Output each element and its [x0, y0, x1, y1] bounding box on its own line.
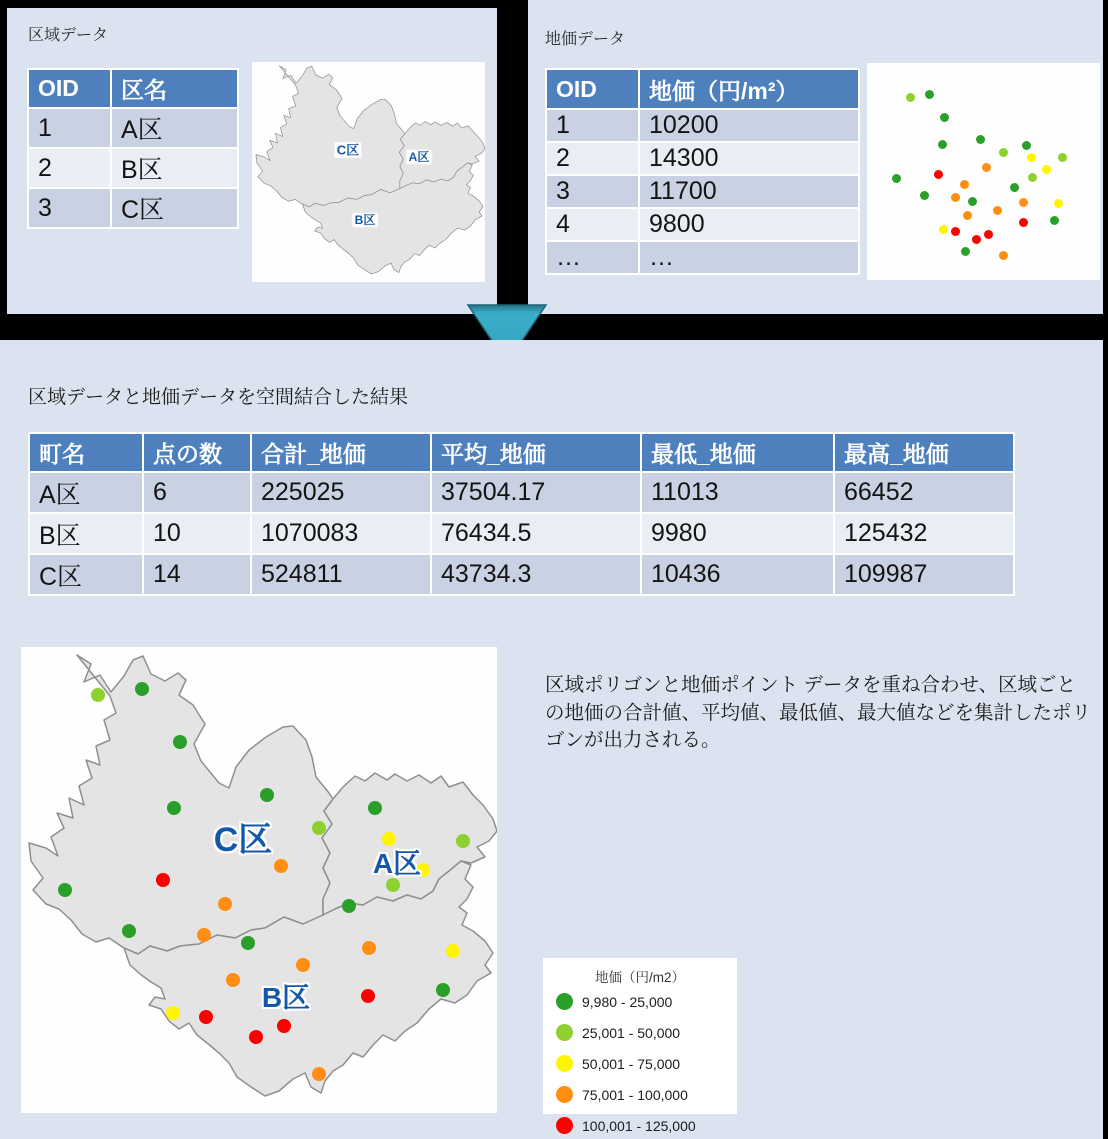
data-point: [960, 180, 969, 189]
table-cell: …: [547, 242, 638, 273]
price-data-section: [528, 0, 1103, 314]
table-cell: 524811: [252, 555, 430, 594]
legend-label: 75,001 - 100,000: [582, 1086, 688, 1103]
column-header: OID: [29, 70, 110, 107]
column-header: 区名: [112, 70, 237, 107]
data-point: [892, 174, 901, 183]
data-point: [984, 230, 993, 239]
price-data-title: 地価データ: [545, 31, 626, 48]
legend-entry: [543, 1079, 737, 1110]
price-table: [545, 68, 860, 275]
table-cell: 125432: [835, 514, 1013, 553]
table-cell: 4: [547, 209, 638, 240]
table-cell: 14: [144, 555, 250, 594]
data-point: [993, 206, 1002, 215]
table-cell: 3: [29, 189, 110, 227]
table-cell: 2: [29, 149, 110, 187]
data-point: [938, 140, 947, 149]
table-header-row: [30, 434, 1013, 471]
legend-entries: [543, 986, 737, 1139]
table-cell: 10436: [642, 555, 833, 594]
data-point: [961, 247, 970, 256]
price-scatter-dots: [867, 63, 1100, 280]
column-header: 最高_地価: [835, 434, 1013, 471]
data-point: [972, 235, 981, 244]
table-cell: C区: [112, 189, 237, 227]
data-point: [925, 90, 934, 99]
table-cell: 3: [547, 176, 638, 207]
data-point: [1019, 198, 1028, 207]
region-label: A区: [408, 150, 430, 164]
mini-map-labels: [252, 62, 485, 282]
result-description: 区域ポリゴンと地価ポイント データを重ね合わせ、区域ごとの地価の合計値、平均値、最低値、最大値などを集計したポリゴンが出力される。: [545, 674, 1092, 752]
data-point: [968, 197, 977, 206]
data-point: [906, 93, 915, 102]
result-table: [28, 432, 1015, 596]
table-cell: A区: [112, 109, 237, 147]
data-point: [939, 225, 948, 234]
area-data-section: [7, 8, 497, 314]
table-cell: …: [640, 242, 858, 273]
data-point: [934, 170, 943, 179]
legend-entry: [543, 1017, 737, 1048]
legend-color-dot: [556, 1055, 573, 1072]
data-point: [940, 113, 949, 122]
table-row: [547, 110, 858, 141]
table-cell: 2: [547, 143, 638, 174]
legend-color-dot: [556, 1024, 573, 1041]
table-cell: 11700: [640, 176, 858, 207]
data-point: [951, 227, 960, 236]
result-map-labels: [21, 647, 497, 1113]
table-row: [30, 473, 1013, 512]
table-row: [30, 555, 1013, 594]
table-cell: 66452: [835, 473, 1013, 512]
area-mini-map: [252, 62, 485, 282]
result-title: 区域データと地価データを空間結合した結果: [28, 387, 409, 408]
table-cell: 43734.3: [432, 555, 640, 594]
data-point: [1019, 218, 1028, 227]
result-map: [21, 647, 497, 1113]
data-point: [1010, 183, 1019, 192]
column-header: OID: [547, 70, 638, 108]
table-cell: B区: [30, 514, 142, 553]
region-label: B区: [261, 982, 311, 1013]
table-cell: 1: [29, 109, 110, 147]
table-cell: B区: [112, 149, 237, 187]
legend-color-dot: [556, 993, 573, 1010]
legend-label: 100,001 - 125,000: [582, 1117, 696, 1134]
column-header: 合計_地価: [252, 434, 430, 471]
column-header: 平均_地価: [432, 434, 640, 471]
legend-color-dot: [556, 1086, 573, 1103]
column-header: 地価（円/m²）: [640, 70, 858, 108]
table-row: [29, 189, 237, 227]
join-result-section: [0, 340, 1103, 1139]
data-point: [1028, 173, 1037, 182]
region-label: A区: [372, 848, 422, 879]
table-header-row: [547, 70, 858, 108]
table-cell: 1070083: [252, 514, 430, 553]
data-point: [963, 211, 972, 220]
legend-entry: [543, 1048, 737, 1079]
legend-label: 25,001 - 50,000: [582, 1024, 681, 1041]
region-label: C区: [336, 142, 360, 158]
legend-entry: [543, 986, 737, 1017]
column-header: 町名: [30, 434, 142, 471]
price-points-panel: [867, 63, 1100, 280]
column-header: 点の数: [144, 434, 250, 471]
data-point: [1058, 153, 1067, 162]
data-point: [1042, 165, 1051, 174]
data-point: [951, 193, 960, 202]
table-row: [30, 514, 1013, 553]
data-point: [1027, 153, 1036, 162]
table-header-row: [29, 70, 237, 107]
table-row: [547, 176, 858, 207]
area-data-title: 区域データ: [28, 27, 109, 44]
legend-label: 9,980 - 25,000: [582, 993, 673, 1010]
table-row: [547, 143, 858, 174]
table-cell: 6: [144, 473, 250, 512]
legend-title: 地価（円/m2）: [594, 970, 685, 985]
data-point: [1050, 216, 1059, 225]
data-point: [999, 148, 1008, 157]
table-cell: C区: [30, 555, 142, 594]
table-row: [547, 209, 858, 240]
table-row: [29, 149, 237, 187]
area-table: [27, 68, 239, 229]
table-cell: 37504.17: [432, 473, 640, 512]
column-header: 最低_地価: [642, 434, 833, 471]
legend-color-dot: [556, 1117, 573, 1134]
table-row: [29, 109, 237, 147]
table-cell: 10200: [640, 110, 858, 141]
table-cell: 11013: [642, 473, 833, 512]
data-point: [999, 251, 1008, 260]
data-point: [1054, 199, 1063, 208]
table-cell: 10: [144, 514, 250, 553]
legend-entry: [543, 1110, 737, 1139]
table-cell: 9980: [642, 514, 833, 553]
region-label: B区: [354, 213, 376, 227]
legend-label: 50,001 - 75,000: [582, 1055, 681, 1072]
price-legend: [543, 958, 737, 1134]
region-label: C区: [213, 821, 273, 859]
table-cell: 109987: [835, 555, 1013, 594]
table-cell: 1: [547, 110, 638, 141]
table-cell: A区: [30, 473, 142, 512]
data-point: [982, 163, 991, 172]
table-cell: 76434.5: [432, 514, 640, 553]
data-point: [1022, 141, 1031, 150]
table-cell: 14300: [640, 143, 858, 174]
table-cell: 225025: [252, 473, 430, 512]
data-point: [976, 135, 985, 144]
data-point: [920, 191, 929, 200]
table-row: [547, 242, 858, 273]
table-cell: 9800: [640, 209, 858, 240]
